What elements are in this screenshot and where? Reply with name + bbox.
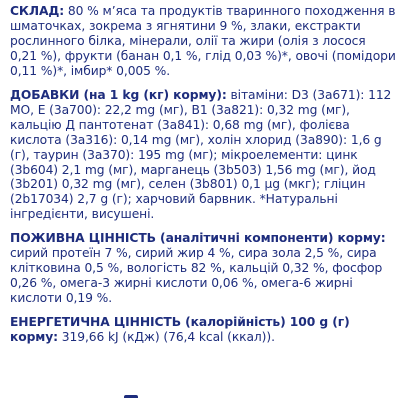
energy-section — [10, 315, 396, 345]
additives-section — [10, 88, 396, 223]
nutrition-heading: ПОЖИВНА ЦІННІСТЬ (аналітичні компоненти) корму: — [10, 231, 386, 246]
nutrition-body: сирий протеїн 7 %, сирий жир 4 %, сира зола 2,5 %, сира клітковина 0,5 %, вологість 82 %, кальцій 0,32 %, фосфор 0,26 %, омега-3 жирні кислоти 0,06 %, омега-6 жирні кислоти 0,19 %. — [10, 246, 383, 306]
composition-body: 80 % м’яса та продуктів тваринного походження в шматочках, зокрема з ягнятини 9 %, злаки, екстракти рослинного білка, мінерали, олії та жири (олія з лосося 0,21 %), фрукти (банан 0,1 %, глід 0,03 %)*, овочі (помідори 0,11 %)*, імбир* 0,005 %. — [10, 4, 396, 78]
composition-section — [10, 4, 396, 79]
energy-heading: ЕНЕРГЕТИЧНА ЦІННІСТЬ (калорійність) 100 g (г) корму: — [10, 315, 350, 345]
bottom-edge — [0, 392, 400, 400]
additives-heading: ДОБАВКИ (на 1 kg (кг) корму): — [10, 87, 227, 102]
additives-body: вітаміни: D3 (3a671): 112 МО, E (3a700): 22,2 mg (мг), B1 (3a821): 0,32 mg (мг), кальцію Д пантотенат (3a841): 0,68 mg (мг), фолієва кислота (3a316): 0,14 mg (мг), холін хлорид (3a890): 1,6 g (г), таурин (3a370): 195 mg (мг); мікроелементи: цинк (3b604) 2,1 mg (мг), марганець (3b503) 1,56 mg (мг), йод (3b201) 0,32 mg (мг), селен (3b801) 0,1 µg (мкг); гліцин (2b17034) 2,7 g (г); харчовий барвник. *Натуральні інгредієнти, висушені. — [10, 87, 392, 222]
energy-body: 319,66 kJ (кДж) (76,4 kcal (ккал)). — [57, 330, 275, 345]
composition-heading: СКЛАД: — [10, 4, 65, 18]
product-label-text — [10, 4, 396, 354]
cropped-text-fragment — [124, 395, 138, 398]
nutrition-section — [10, 231, 396, 306]
